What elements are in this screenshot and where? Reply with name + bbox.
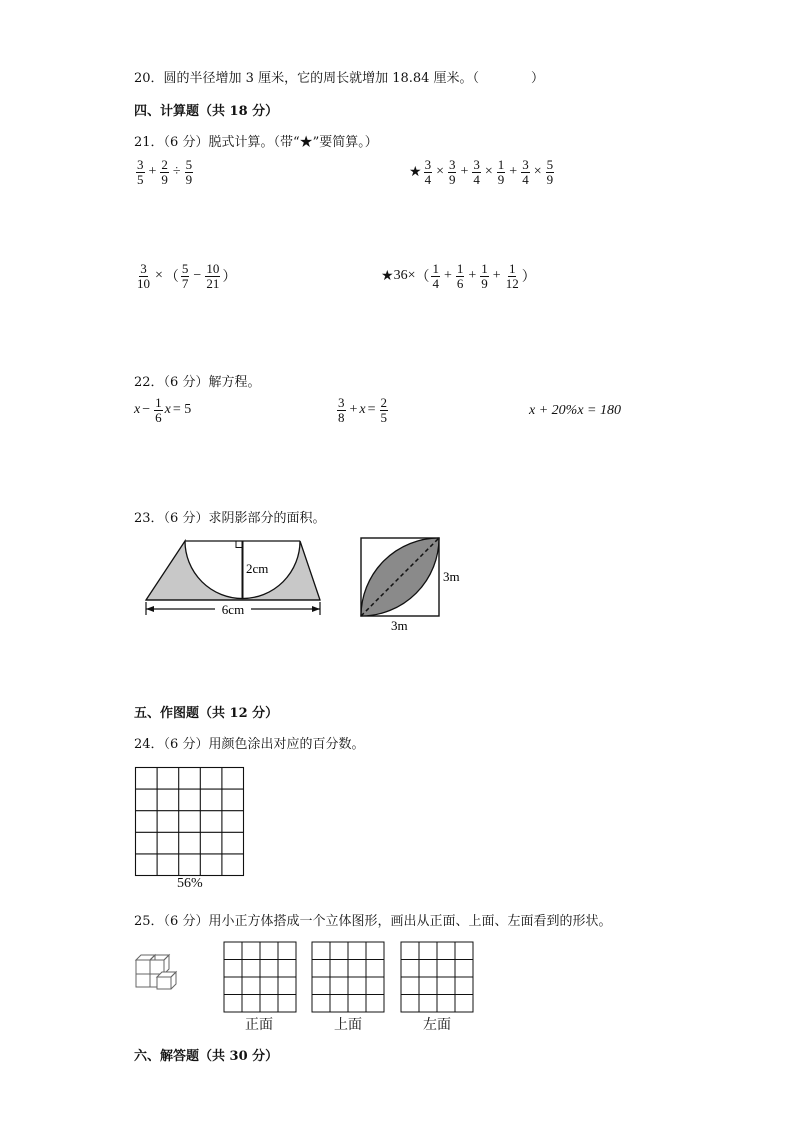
question-23-prompt: 23．（6 分）求阴影部分的面积。 [134,511,326,526]
question-20: 20．圆的半径增加 3 厘米，它的周长就增加 18.84 厘米。（ ） [134,71,545,86]
section-4-title: 四、计算题（共 18 分） [134,104,279,119]
percent-label: 56% [177,876,203,891]
left-view-grid[interactable] [400,941,474,1013]
section-5-title: 五、作图题（共 12 分） [134,706,279,721]
question-22-prompt: 22．（6 分）解方程。 [134,375,261,390]
star-icon: ★ [381,268,394,284]
question-24-prompt: 24．（6 分）用颜色涂出对应的百分数。 [134,737,365,752]
fraction: $\frac{3}{5}$ [137,157,144,187]
q21-expression-2: ★ $\frac{3}{4}$ × $\frac{3}{9}$ + $\frac{3}{4}$ × $\frac{1}{9}$ + $\frac{3}{4}$ × $\frac{5}{9}$ [409,157,554,187]
base-label: 6cm [221,602,245,617]
left-view-label: 左面 [423,1018,451,1033]
bottom-label: 3m [391,618,408,633]
star-icon: ★ [409,164,422,180]
cube-stack-icon [133,950,183,992]
q22-equation-3: x + 20%x = 180 [529,403,621,418]
front-view-grid[interactable] [223,941,297,1013]
q22-equation-2: $\frac{3}{8}$ + x = $\frac{2}{5}$ [338,395,388,425]
question-25-prompt: 25．（6 分）用小正方体搭成一个立体图形，画出从正面、上面、左面看到的形状。 [134,914,612,929]
percent-grid[interactable] [134,766,246,878]
side-label: 3m [443,569,460,584]
top-view-grid[interactable] [311,941,385,1013]
fraction: $\frac{5}{9}$ [185,157,193,187]
q21-expression-4: ★ 36× （ $\frac{1}{4}$ + $\frac{1}{6}$ + $\frac{1}{9}$ + $\frac{1}{12}$ ） [381,261,536,291]
q22-equation-1: x − $\frac{1}{6}$ x = 5 [134,395,192,425]
trapezoid-semicircle-figure [140,536,330,620]
fraction: $\frac{2}{9}$ [161,157,168,187]
section-6-title: 六、解答题（共 30 分） [134,1049,279,1064]
question-21-prompt: 21．（6 分）脱式计算。（带“★”要简算。） [134,135,378,150]
q21-expression-1: $\frac{3}{5}$ + $\frac{2}{9}$ ÷ $\frac{5}{9}$ [137,157,193,187]
q21-expression-3: $\frac{3}{10}$ × （ $\frac{5}{7}$ − $\frac{10}{21}$ ） [137,261,237,291]
square-leaf-figure [355,534,465,634]
front-view-label: 正面 [245,1018,273,1033]
height-label: 2cm [246,561,269,576]
top-view-label: 上面 [334,1018,362,1033]
